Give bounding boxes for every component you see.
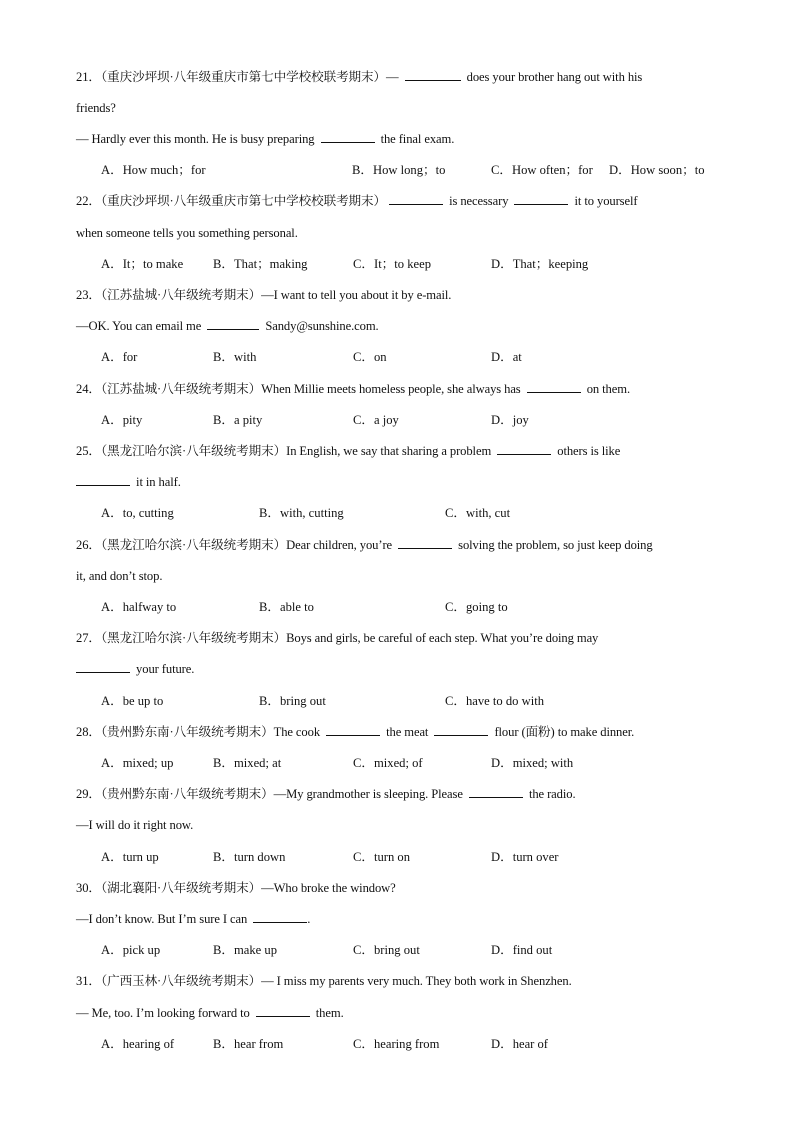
- question-text: — Me, too. I’m looking forward to: [76, 1006, 253, 1020]
- answer-blank: [514, 193, 568, 205]
- option-d: D．turn over: [491, 850, 559, 864]
- question-26-line-1: [76, 537, 653, 553]
- question-31-line-1: [76, 973, 572, 989]
- option-c: C．a joy: [353, 413, 399, 427]
- question-number: 25．: [76, 444, 101, 458]
- question-text: —I want to tell you about it by e-mail.: [261, 288, 452, 302]
- question-text: The cook: [273, 725, 324, 739]
- question-text: —OK. You can email me: [76, 319, 205, 333]
- question-text: it to yourself: [571, 194, 638, 208]
- question-29-line-2: —I will do it right now.: [76, 818, 194, 832]
- answer-blank: [253, 911, 307, 923]
- answer-blank: [398, 537, 452, 549]
- answer-blank: [207, 318, 259, 330]
- option-b: B．That；making: [213, 257, 308, 271]
- question-source: （黑龙江哈尔滨·八年级统考期末）: [100, 444, 287, 458]
- option-b: B．How long；to: [352, 163, 446, 177]
- question-28-line-1: [76, 724, 634, 740]
- question-27-line-2: [76, 661, 194, 677]
- question-text: solving the problem, so just keep doing: [455, 538, 653, 552]
- question-number: 27．: [76, 631, 101, 645]
- option-c: C．mixed; of: [353, 756, 423, 770]
- answer-blank: [256, 1005, 310, 1017]
- question-source: （广西玉林·八年级统考期末）: [100, 974, 262, 988]
- option-b: B．with: [213, 350, 257, 364]
- option-c: C．bring out: [353, 943, 420, 957]
- question-source: （黑龙江哈尔滨·八年级统考期末）: [100, 538, 287, 552]
- question-source: （重庆沙坪坝·八年级重庆市第七中学校校联考期末）: [100, 70, 387, 84]
- question-22-line-2: when someone tells you something personal.: [76, 226, 298, 240]
- question-number: 31．: [76, 974, 101, 988]
- question-number: 26．: [76, 538, 101, 552]
- question-25-line-1: [76, 443, 620, 459]
- question-text: In English, we say that sharing a problem: [286, 444, 495, 458]
- answer-blank: [469, 786, 523, 798]
- option-c: C．on: [353, 350, 387, 364]
- question-text: —I don’t know. But I’m sure I can: [76, 912, 251, 926]
- option-c: C．with, cut: [445, 506, 511, 520]
- question-text: your future.: [133, 662, 195, 676]
- question-text: does your brother hang out with his: [463, 70, 643, 84]
- question-25-line-2: [76, 474, 181, 490]
- question-text: Boys and girls, be careful of each step. What you’re doing may: [286, 631, 599, 645]
- question-number: 28．: [76, 725, 101, 739]
- option-a: A．How much；for: [101, 163, 206, 177]
- option-d: D．hear of: [491, 1037, 548, 1051]
- question-text: flour (面粉) to make dinner.: [491, 725, 635, 739]
- option-d: D．How soon；to: [609, 163, 705, 177]
- option-b: B．bring out: [259, 694, 326, 708]
- option-a: A．be up to: [101, 694, 164, 708]
- question-text: others is like: [554, 444, 621, 458]
- option-d: D．find out: [491, 943, 553, 957]
- question-number: 29．: [76, 787, 101, 801]
- question-text: —My grandmother is sleeping. Please: [273, 787, 466, 801]
- question-text: — I miss my parents very much. They both work in Shenzhen.: [261, 974, 572, 988]
- question-30-line-1: [76, 880, 396, 896]
- option-a: A．halfway to: [101, 600, 177, 614]
- answer-blank: [389, 193, 443, 205]
- question-30-line-2: [76, 911, 310, 927]
- option-d: D．mixed; with: [491, 756, 574, 770]
- question-text: on them.: [583, 382, 630, 396]
- question-number: 21．: [76, 70, 101, 84]
- question-number: 23．: [76, 288, 101, 302]
- question-text: Sandy@sunshine.com.: [262, 319, 379, 333]
- question-number: 24．: [76, 382, 101, 396]
- option-b: B．mixed; at: [213, 756, 282, 770]
- question-source: （湖北襄阳·八年级统考期末）: [100, 881, 262, 895]
- option-a: A．pity: [101, 413, 143, 427]
- option-b: B．able to: [259, 600, 314, 614]
- option-b: B．hear from: [213, 1037, 284, 1051]
- option-d: D．joy: [491, 413, 529, 427]
- answer-blank: [321, 131, 375, 143]
- answer-blank: [527, 381, 581, 393]
- option-b: B．with, cutting: [259, 506, 344, 520]
- question-31-line-2: [76, 1005, 344, 1021]
- option-c: C．turn on: [353, 850, 411, 864]
- question-source: （贵州黔东南·八年级统考期末）: [100, 787, 274, 801]
- option-a: A．hearing of: [101, 1037, 175, 1051]
- question-23-line-1: [76, 287, 451, 303]
- option-a: A．to, cutting: [101, 506, 174, 520]
- question-text: Dear children, you’re: [286, 538, 396, 552]
- option-c: C．It；to keep: [353, 257, 431, 271]
- question-text: the final exam.: [377, 132, 455, 146]
- answer-blank: [76, 661, 130, 673]
- answer-blank: [434, 724, 488, 736]
- question-text: .: [307, 912, 311, 926]
- question-text: is necessary: [446, 194, 512, 208]
- question-21-line-1: [76, 69, 642, 85]
- option-a: A．mixed; up: [101, 756, 174, 770]
- question-22-line-1: [76, 193, 637, 209]
- answer-blank: [497, 443, 551, 455]
- option-a: A．pick up: [101, 943, 161, 957]
- question-source: （重庆沙坪坝·八年级重庆市第七中学校校联考期末）: [100, 194, 387, 208]
- option-a: A．for: [101, 350, 138, 364]
- question-text: —: [386, 70, 402, 84]
- question-27-line-1: [76, 630, 598, 646]
- question-text: it in half.: [133, 475, 181, 489]
- option-a: A．It；to make: [101, 257, 184, 271]
- question-source: （黑龙江哈尔滨·八年级统考期末）: [100, 631, 287, 645]
- option-c: C．How often；for: [491, 163, 593, 177]
- question-21-line-3: [76, 131, 454, 147]
- question-number: 22．: [76, 194, 101, 208]
- question-24-line-1: [76, 381, 630, 397]
- answer-blank: [405, 69, 461, 81]
- question-21-line-2: friends?: [76, 101, 116, 115]
- option-b: B．make up: [213, 943, 278, 957]
- question-text: When Millie meets homeless people, she always has: [261, 382, 524, 396]
- question-text: the radio.: [525, 787, 576, 801]
- question-26-line-2: it, and don’t stop.: [76, 569, 163, 583]
- question-29-line-1: [76, 786, 576, 802]
- option-a: A．turn up: [101, 850, 159, 864]
- option-c: C．hearing from: [353, 1037, 440, 1051]
- question-source: （贵州黔东南·八年级统考期末）: [100, 725, 274, 739]
- answer-blank: [326, 724, 380, 736]
- question-text: them.: [312, 1006, 344, 1020]
- answer-blank: [76, 474, 130, 486]
- question-source: （江苏盐城·八年级统考期末）: [100, 288, 262, 302]
- option-d: D．at: [491, 350, 522, 364]
- option-c: C．going to: [445, 600, 508, 614]
- question-text: —Who broke the window?: [261, 881, 396, 895]
- option-d: D．That；keeping: [491, 257, 589, 271]
- question-source: （江苏盐城·八年级统考期末）: [100, 382, 262, 396]
- question-number: 30．: [76, 881, 101, 895]
- question-23-line-2: [76, 318, 379, 334]
- question-text: the meat: [383, 725, 432, 739]
- option-b: B．turn down: [213, 850, 286, 864]
- option-b: B．a pity: [213, 413, 263, 427]
- question-text: — Hardly ever this month. He is busy preparing: [76, 132, 318, 146]
- option-c: C．have to do with: [445, 694, 544, 708]
